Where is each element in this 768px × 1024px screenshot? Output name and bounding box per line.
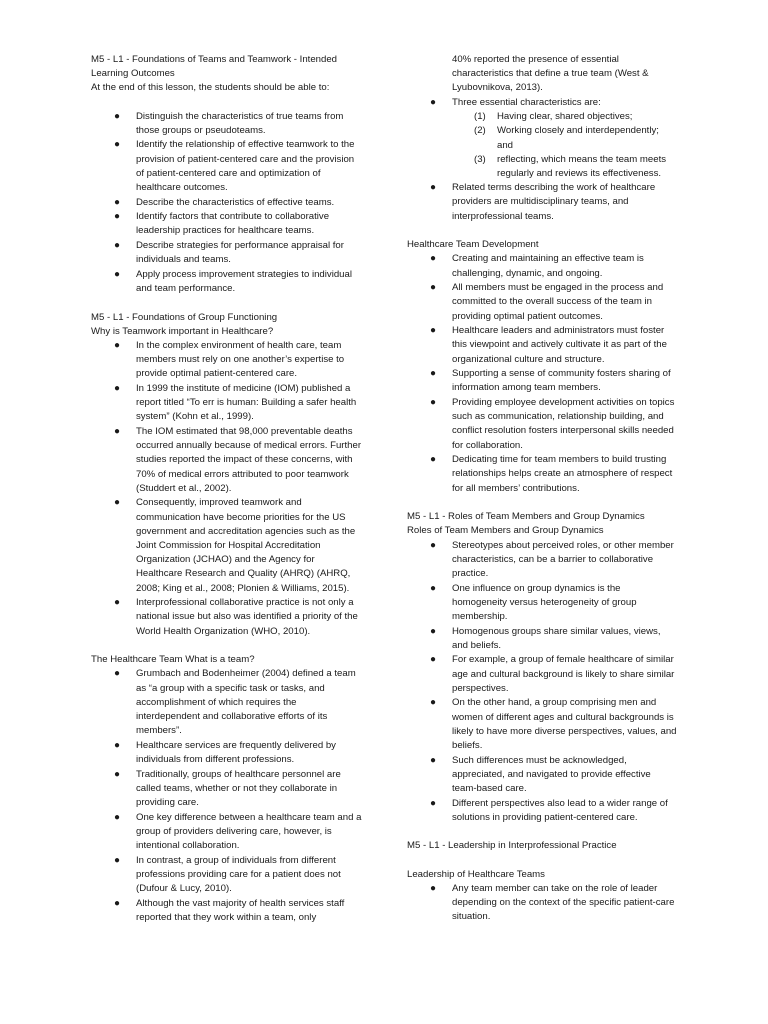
bullet-icon: ● [429, 96, 437, 108]
bullet-icon: ● [113, 897, 121, 909]
list-item: ● Stereotypes about perceived roles, or other member characteristics, can be a barrier to collaborative practice. [429, 539, 674, 580]
bullet-list [91, 110, 363, 297]
right-column [407, 53, 677, 925]
list-item: ● Related terms describing the work of healthcare providers are multidisciplinary teams, and interprofessional teams. [429, 182, 656, 222]
list-item: ● Three essential characteristics are: [407, 96, 677, 110]
list-item: ● On the other hand, a group comprising men and women of different ages and cultural backgrounds is likely to have more diverse perspectives, values, and beliefs. [429, 697, 677, 752]
bullet-icon: ● [429, 754, 437, 766]
bullet-icon: ● [113, 811, 121, 823]
section-title: Healthcare Team Development [407, 239, 539, 251]
bullet-icon: ● [429, 253, 437, 265]
bullet-icon: ● [113, 739, 121, 751]
section-title: M5 - L1 - Foundations of Group Functioning [91, 311, 278, 323]
bullet-icon: ● [429, 397, 437, 409]
bullet-icon: ● [113, 768, 121, 780]
list-item: ● Traditionally, groups of healthcare personnel are called teams, whether or not they collaborate in providing care. [113, 768, 341, 809]
bullet-icon: ● [113, 139, 121, 151]
list-item: ● Healthcare services are frequently delivered by individuals from different professions. [113, 739, 336, 766]
list-item: ● Grumbach and Bodenheimer (2004) defined a team as “a group with a specific task or tasks, and accomplishment of which requires the interdependent and collaborative efforts of its members”. [113, 668, 356, 737]
list-item: ● Healthcare leaders and administrators must foster this viewpoint and actively cultivate it as part of the organizational culture and structure. [429, 325, 667, 365]
bullet-icon: ● [429, 454, 437, 466]
left-column [91, 53, 363, 925]
list-item: ● The IOM estimated that 98,000 preventable deaths occurred annually because of medical errors. Further studies reported the impact of these concerns, with 70% of medical errors attributed to poor teamwork (Studdert et al., 2002). [113, 426, 362, 494]
section-subtitle: Roles of Team Members and Group Dynamics [407, 525, 604, 537]
list-item: ● Describe strategies for performance appraisal for individuals and teams. [113, 240, 344, 266]
list-item: ● Providing employee development activities on topics such as communication, relationship building, and conflict resolution fosters interpersonal skills needed for collaboration. [429, 397, 675, 451]
bullet-icon: ● [113, 668, 121, 680]
list-item: ● Although the vast majority of health services staff reported that they work within a team, only [113, 897, 345, 923]
list-item: ● In 1999 the institute of medicine (IOM) published a report titled “To err is human: Building a safer health system” (Kohn et al., 1999). [113, 383, 357, 423]
section-title: M5 - L1 - Foundations of Teams and Teamwork - Intended Learning Outcomes [91, 54, 338, 80]
numbered-list [407, 110, 677, 181]
bullet-icon: ● [113, 211, 121, 223]
numbered-item: (3) reflecting, which means the team meets regularly and reviews its effectiveness. [474, 153, 667, 180]
list-item: ● Identify the relationship of effective teamwork to the provision of patient-centered care and the provision of patient-centered care and optimization of healthcare outcomes. [113, 139, 355, 194]
bullet-icon: ● [429, 539, 437, 551]
list-item: ● Distinguish the characteristics of true teams from those groups or pseudoteams. [113, 110, 344, 136]
list-item: ● One key difference between a healthcare team and a group of providers delivering care, however, is intentional collaboration. [113, 811, 362, 852]
section-subtitle: Why is Teamwork important in Healthcare? [91, 325, 274, 337]
bullet-list [91, 339, 363, 639]
bullet-icon: ● [113, 196, 121, 208]
section-subtitle: Leadership of Healthcare Teams [407, 868, 545, 880]
list-item: ● Interprofessional collaborative practice is not only a national issue but also was identified a priority of the World Health Organization (WHO, 2010). [113, 597, 358, 637]
bullet-icon: ● [113, 597, 121, 609]
list-item: ● Describe the characteristics of effective teams. [91, 196, 363, 210]
section-intro: At the end of this lesson, the students should be able to: [91, 82, 330, 94]
list-item: ● In contrast, a group of individuals from different professions providing care for a patient does not (Dufour & Lucy, 2010). [113, 854, 341, 895]
section-title: M5 - L1 - Leadership in Interprofessional Practice [407, 840, 617, 852]
bullet-icon: ● [113, 110, 121, 122]
list-item: ● Homogenous groups share similar values, views, and beliefs. [429, 625, 661, 651]
list-item: ● Any team member can take on the role of leader depending on the context of the specific patient-care situation. [429, 882, 675, 923]
list-item: ● Dedicating time for team members to build trusting relationships helps create an atmosphere of respect for all members’ contributions. [429, 454, 673, 494]
list-item: ● For example, a group of female healthcare of similar age and cultural background is likely to share similar perspectives. [429, 654, 675, 694]
bullet-icon: ● [113, 340, 121, 351]
bullet-icon: ● [429, 697, 437, 709]
bullet-icon: ● [113, 268, 121, 280]
bullet-icon: ● [113, 383, 121, 394]
bullet-icon: ● [429, 282, 437, 294]
bullet-icon: ● [429, 368, 437, 380]
bullet-list [407, 181, 677, 224]
bullet-icon: ● [429, 882, 437, 894]
bullet-icon: ● [429, 797, 437, 809]
section-title: M5 - L1 - Roles of Team Members and Group Dynamics [407, 511, 645, 523]
bullet-icon: ● [429, 654, 437, 666]
bullet-list [407, 96, 677, 110]
bullet-list [407, 252, 677, 495]
numbered-item: (1) Having clear, shared objectives; [474, 111, 633, 123]
bullet-icon: ● [113, 426, 121, 437]
bullet-list [407, 882, 677, 925]
list-item: ● Such differences must be acknowledged, appreciated, and navigated to provide effective team-based care. [429, 754, 651, 795]
bullet-icon: ● [429, 625, 437, 637]
list-item: ● In the complex environment of health care, team members must rely on one another’s expertise to provide optimal patient-centered care. [113, 340, 345, 380]
section-title: The Healthcare Team What is a team? [91, 654, 255, 666]
list-item: ● Supporting a sense of community fosters sharing of information among team members. [429, 368, 671, 394]
bullet-icon: ● [429, 182, 437, 194]
numbered-item: (2) Working closely and interdependently; and [474, 125, 659, 151]
bullet-icon: ● [429, 325, 437, 337]
bullet-icon: ● [113, 854, 121, 866]
bullet-icon: ● [113, 240, 121, 251]
list-item: ● One influence on group dynamics is the homogeneity versus heterogeneity of group membership. [429, 582, 637, 623]
list-item: ● Consequently, improved teamwork and communication have become priorities for the US government and accreditation agencies such as the Joint Commission for Hospital Accreditation Organization (JCHAO) and the Agency for Healthcare Research and Quality (AHRQ) (AHRQ, 2008; King et al., 2008; Plonien & Williams, 2015). [113, 497, 356, 594]
continued-text: 40% reported the presence of essential characteristics that define a true team (West & Lyubovnikova, 2013). [452, 54, 649, 94]
bullet-list [407, 539, 677, 825]
list-item: ● Apply process improvement strategies to individual and team performance. [113, 268, 352, 294]
list-item: ● Different perspectives also lead to a wider range of solutions in providing patient-centered care. [429, 797, 668, 823]
bullet-icon: ● [429, 582, 437, 594]
list-item: ● Identify factors that contribute to collaborative leadership practices for healthcare teams. [113, 211, 330, 237]
list-item: ● All members must be engaged in the process and committed to the overall success of the team in providing optimal patient outcomes. [429, 282, 664, 322]
bullet-list [91, 667, 363, 925]
list-item: ● Creating and maintaining an effective team is challenging, dynamic, and ongoing. [429, 253, 644, 279]
bullet-icon: ● [113, 497, 121, 509]
